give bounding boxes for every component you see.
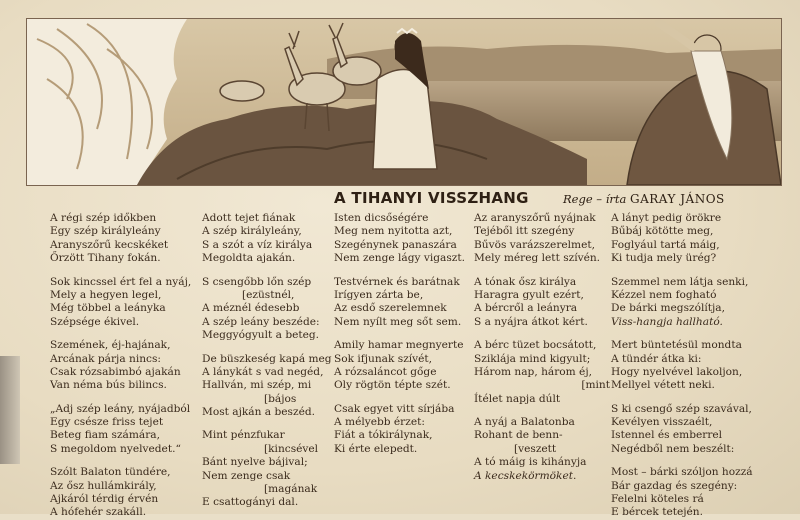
poem-line: A bércről a leányra (474, 302, 578, 315)
poem-line: Felelni köteles rá (611, 493, 704, 506)
torn-edge (0, 356, 20, 464)
poem-line: Testvérnek és barátnak (334, 275, 460, 288)
poem-line: Ki tudja mely ürég? (611, 252, 717, 265)
poem-column-1 (50, 212, 198, 520)
poem-line: E bércek tetején. (611, 506, 704, 519)
poem-line: A hófehér szakáll. (50, 506, 147, 519)
poem-line: Az ősz hullámkirály, (50, 479, 157, 492)
poem-line: Amily hamar megnyerte (334, 339, 464, 352)
poem-line: S a szót a víz királya (202, 238, 313, 251)
byline-genre: Rege – írta (563, 192, 627, 206)
poem-line: [kincsével (264, 442, 319, 455)
poem-line: Az esdő szerelemnek (334, 302, 447, 315)
poem-line: Csak egyet vitt sírjába (334, 402, 455, 415)
poem-line: Kézzel nem fogható (611, 288, 717, 301)
poem-line: S megoldom nyelvedet.“ (50, 442, 181, 455)
poem-line: Mely a hegyen legel, (50, 288, 162, 301)
poem-column-5 (611, 212, 781, 520)
poem-line: Bűbáj kötötte meg, (611, 225, 714, 238)
legend-illustration (26, 18, 782, 186)
poem-line: [mint (581, 379, 610, 392)
poem-line: Meg nem nyitotta azt, (334, 225, 453, 238)
poem-line: A kecskekörmöket. (474, 469, 577, 482)
poem-line: Három nap, három éj, (474, 365, 592, 378)
stanza-gap (611, 266, 781, 276)
poem-line: Őrzött Tihany fokán. (50, 252, 161, 265)
poem-line: A régi szép időkben (50, 212, 157, 224)
byline-author: GARAY JÁNOS (630, 192, 725, 206)
poem-line: Foglyául tartá máig, (611, 238, 720, 251)
poem-line: [veszett (514, 442, 557, 455)
stanza-gap (611, 393, 781, 403)
poem-line: Most ajkán a beszéd. (202, 406, 315, 419)
poem-line: Szemének, éj-hajának, (50, 339, 171, 352)
poem-line: Beteg fiam számára, (50, 429, 160, 442)
poem-line: Oly rögtön tépte szét. (334, 379, 451, 392)
poem-line: Ajkáról térdig érvén (50, 493, 159, 506)
poem-line: Arcának párja nincs: (50, 352, 161, 365)
poem-line: S a nyájra átkot kért. (474, 315, 588, 328)
stanza-gap (50, 266, 198, 276)
poem-line: Negédből nem beszélt: (611, 442, 735, 455)
poem-line: S ki csengő szép szavával, (611, 402, 752, 415)
stanza-gap (50, 393, 198, 403)
poem-line: S csengőbb lőn szép (202, 275, 312, 288)
poem-line: E csattogányi dal. (202, 496, 299, 509)
stanza-gap (474, 329, 610, 339)
poem-line: Most – bárki szóljon hozzá (611, 466, 753, 479)
stanza-gap (202, 266, 336, 276)
poem-line: [ezüstnél, (242, 288, 295, 301)
poem-line: A tündér átka ki: (611, 352, 702, 365)
poem-column-3 (334, 212, 476, 456)
stanza-gap (474, 266, 610, 276)
poem-line: Istennel és emberrel (611, 429, 723, 442)
stanza-gap (474, 406, 610, 416)
legend-illustration-icon (27, 19, 781, 185)
poem-line: A lányt pedig örökre (611, 212, 722, 224)
poem-line: Mely méreg lett szívén. (474, 252, 601, 265)
poem-line: Mint pénzfukar (202, 429, 285, 442)
poem-line: Hallván, mi szép, mi (202, 379, 312, 392)
poem-line: Nem nyílt meg sőt sem. (334, 315, 462, 328)
poem-line: A tónak ősz királya (474, 275, 577, 288)
stanza-gap (334, 393, 476, 403)
poem-line: A bérc tüzet bocsátott, (474, 339, 597, 352)
poem-line: [bájos (264, 392, 297, 405)
poem-line: A méznél édesebb (202, 302, 300, 315)
poem-line: A lánykát s vad negéd, (202, 365, 324, 378)
byline (563, 192, 725, 206)
stanza-gap (611, 456, 781, 466)
poem-line: Nem zenge lágy vigaszt. (334, 252, 465, 265)
poem-line: Bánt nyelve bájival; (202, 456, 308, 469)
poem-title: A TIHANYI VISSZHANG (334, 189, 529, 207)
poem-line: [magának (264, 483, 318, 496)
poem-line: Irígyen zárta be, (334, 288, 424, 301)
poem-line: A tó máig is kihányja (474, 456, 587, 469)
stanza-gap (334, 266, 476, 276)
poem-line: Mellyel vétett neki. (611, 379, 715, 392)
poem-line: Az aranyszőrű nyájnak (474, 212, 596, 224)
poem-line: Haragra gyult ezért, (474, 288, 584, 301)
poem-line: Szépsége ékivel. (50, 315, 140, 328)
poem-line: A szép királyleány, (202, 225, 302, 238)
poem-line: Van néma bús bilincs. (50, 379, 167, 392)
poem-line: A szép leány beszéde: (202, 315, 320, 328)
poem-line: Hogy nyelvével lakoljon, (611, 365, 743, 378)
poem-line: Aranyszőrű kecskéket (50, 238, 169, 251)
poem-line: Bár gazdag és szegény: (611, 479, 738, 492)
poem-line: Kevélyen visszaélt, (611, 416, 713, 429)
poem-line: „Adj szép leány, nyájadból (50, 402, 191, 415)
poem-line: Fiát a tókirálynak, (334, 429, 433, 442)
poem-line: Adott tejet fiának (202, 212, 296, 224)
poem-line: Egy csésze friss tejet (50, 416, 164, 429)
poem-column-4 (474, 212, 610, 483)
poem-line: Szólt Balaton tündére, (50, 466, 171, 479)
poem-line: Meggyógyult a beteg. (202, 329, 320, 342)
title-row (26, 186, 780, 214)
stanza-gap (50, 329, 198, 339)
poem-line: A mélyebb érzet: (334, 416, 425, 429)
poem-column-2 (202, 212, 336, 510)
poem-line: Sziklája mind kigyult; (474, 352, 591, 365)
poem-line: Még többel a leányka (50, 302, 166, 315)
poem-line: Rohant de benn- (474, 429, 563, 442)
poem-line: Sok kincssel ért fel a nyáj, (50, 275, 192, 288)
poem-line: Viss-hangja hallható. (611, 315, 723, 328)
poem-line: Szegénynek panaszára (334, 238, 457, 251)
stanza-gap (202, 419, 336, 429)
poem-line: Szemmel nem látja senki, (611, 275, 749, 288)
poem-line: A rózsaláncot gőge (334, 365, 437, 378)
poem-line: Bűvös varázszerelmet, (474, 238, 595, 251)
stanza-gap (334, 329, 476, 339)
poem-line: Egy szép királyleány (50, 225, 161, 238)
poem-line: Ki érte elepedt. (334, 442, 418, 455)
poem-line: A nyáj a Balatonba (474, 416, 575, 429)
poem-line: Tejéből itt szegény (474, 225, 575, 238)
poem-line: Mert büntetésül mondta (611, 339, 742, 352)
stanza-gap (611, 329, 781, 339)
poem-line: Isten dicsőségére (334, 212, 429, 224)
poem-line: Ítélet napja dúlt (474, 392, 561, 405)
poem-line: Sok ifjunak szívét, (334, 352, 433, 365)
poem-line: De büszkeség kapá meg (202, 352, 332, 365)
stanza-gap (202, 343, 336, 353)
stanza-gap (50, 456, 198, 466)
poem-line: Csak rózsabimbó ajakán (50, 365, 181, 378)
poem-line: Megoldta ajakán. (202, 252, 296, 265)
poem-line: Nem zenge csak (202, 469, 291, 482)
poem-line: De bárki megszólítja, (611, 302, 725, 315)
